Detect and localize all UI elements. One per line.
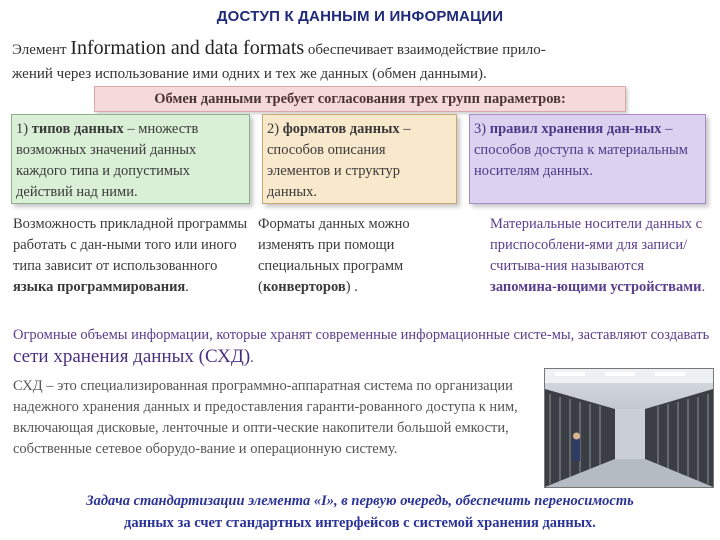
box-term: форматов данных — [282, 121, 400, 137]
col-text: Форматы данных можно изменять при помощи специальных программ ( — [258, 216, 410, 295]
san-intro-paragraph — [13, 324, 713, 369]
box-term: правил хранения дан-ных — [489, 121, 662, 137]
box-number: 2) — [267, 121, 283, 137]
intro-term: Information and data formats — [70, 37, 305, 59]
san-term: сети хранения данных (СХД) — [13, 346, 251, 367]
intro-post: обеспечивает взаимодействие прило- — [304, 42, 546, 58]
intro-line2: жений через использование ими одних и тех же данных (обмен данными). — [12, 66, 487, 82]
column-converters — [258, 214, 468, 298]
column-storage-devices — [490, 214, 708, 298]
box-text: – способов доступа к материальным носителям данных. — [474, 121, 688, 179]
box-text: – способов описания элементов и структур данных. — [267, 121, 411, 200]
col-term: конверторов — [262, 279, 346, 295]
col-end: ) . — [345, 279, 358, 295]
col-term: запомина-ющими устройствами — [490, 279, 702, 295]
para-text: Огромные объемы информации, которые хранят современные информационные систе-мы, заставляют создавать — [13, 327, 710, 343]
box-data-formats — [262, 114, 457, 204]
san-definition-paragraph: СХД – это специализированная программно-аппаратная система по организации надежного хранения данных и предоставления гаранти-рованного доступа к ним, включающая дисковые, ленточные и опти-ческие накопители большой емкости, собственные сетевое оборудо-вание и операционную систему. — [13, 378, 518, 457]
box-data-types — [11, 114, 250, 204]
task-line1: Задача стандартизации элемента «I», в первую очередь, обеспечить переносимость — [86, 493, 634, 509]
data-center-photo — [544, 368, 714, 488]
box-number: 1) — [16, 121, 32, 137]
parameters-banner: Обмен данными требует согласования трех групп параметров: — [94, 86, 626, 112]
col-text: Возможность прикладной программы работать с дан-ными того или иного типа зависит от использованного — [13, 216, 248, 274]
standardization-task — [0, 490, 720, 534]
para-end: . — [250, 350, 254, 366]
intro-pre: Элемент — [12, 42, 71, 58]
box-number: 3) — [474, 121, 490, 137]
col-text: Материальные носители данных с приспособлени-ями для записи/считыва-ния называются — [490, 216, 703, 274]
server-racks-image — [545, 369, 713, 487]
column-programming — [13, 214, 253, 298]
col-term: языка программирования — [13, 279, 186, 295]
col-end: . — [701, 279, 706, 295]
box-storage-rules — [469, 114, 706, 204]
box-term: типов данных — [31, 121, 124, 137]
task-line2: данных за счет стандартных интерфейсов с системой хранения данных. — [124, 515, 596, 531]
box-text: – множеств возможных значений данных каждого типа и допустимых действий над ними. — [16, 121, 199, 200]
col-end: . — [185, 279, 189, 295]
page-title: ДОСТУП К ДАННЫМ И ИНФОРМАЦИИ — [216, 8, 504, 25]
intro-paragraph — [12, 36, 712, 86]
